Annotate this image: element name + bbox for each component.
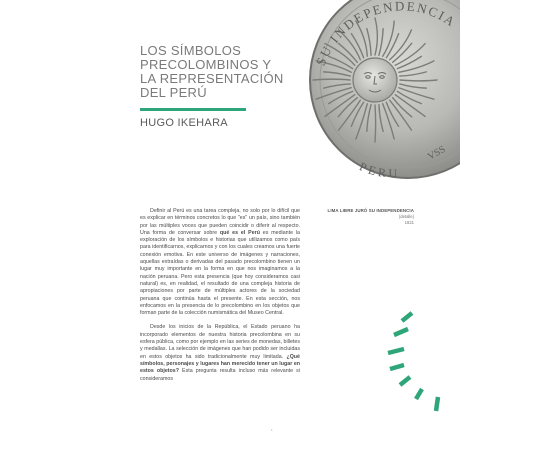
body-paragraph [140,324,300,382]
sun-coin-icon [290,0,460,180]
caption-detail: (detalle) [398,214,414,219]
coin-legend-top: SU INDEPENDENCIA [312,0,460,68]
page-number: 1 [271,428,273,432]
article-body [140,208,300,383]
caption-title: LIMA LIBRE JURÓ SU INDEPENDENCIA [327,208,414,213]
paragraph-emphasis: ¿Qué símbolos, personajes y lugares han merecido tener un lugar en estos objetos? [140,353,300,375]
title-line: LOS SÍMBOLOS [140,43,242,58]
title-line: DEL PERÚ [140,85,207,100]
body-paragraph [140,208,300,317]
title-underline [140,108,246,111]
paragraph-emphasis: qué es el Perú [219,229,260,236]
coin-legend-bottom: PERU [357,159,401,180]
sun-ray [375,105,376,142]
title-line: PRECOLOMBINOS Y [140,57,272,72]
paragraph-text: Definir al Perú es una tarea compleja, no solo por lo difícil que es explicar en términos concretos lo que "es" un país, sino también por las múltiples voces que pueden coincidir o diferir al respecto. Una forma de conversar sobre [140,208,300,236]
coin-image [290,0,460,180]
image-caption [318,208,414,226]
green-radial-dashes-icon [384,305,446,415]
paragraph-text: Esta pregunta resulta incluso más relevante si consideramos [140,368,300,382]
article-title [140,44,300,100]
paragraph-text: es mediante la exploración de los símbolos e historias que utilizamos como país para identificarnos, explicarnos y con los cuales creamos una fuerte conexión emotiva. En este universo de imágenes y narraciones, aquellas extraídas o derivadas del pasado precolombino tienen un lugar muy importante en la forma en que nos imaginamos a la nación peruana. Pero esta presencia (que hoy consideramos casi natural) es, en realidad, el resultado de una compleja historia de apropiaciones por parte de múltiples actores de la sociedad peruana que continúa hasta el presente. En esta sección, nos enfocamos en la presencia de lo precolombino en los objetos que forman parte de la colección numismática del Museo Central. [140,229,300,317]
title-line: LA REPRESENTACIÓN [140,71,284,86]
article-author: HUGO IKEHARA [140,117,228,129]
paragraph-text: Desde los inicios de la República, el Estado peruano ha incorporado elementos de nuestra historia precolombina en su esfera pública, como por ejemplo en las series de monedas, billetes y medallas. La selección de imágenes que han podido ser incluidas en estos objetos ha sido tradicionalmente muy limitada. [140,324,300,360]
caption-year: 1821 [404,220,414,225]
coin-legend-bottom-right: VSS [426,143,448,163]
